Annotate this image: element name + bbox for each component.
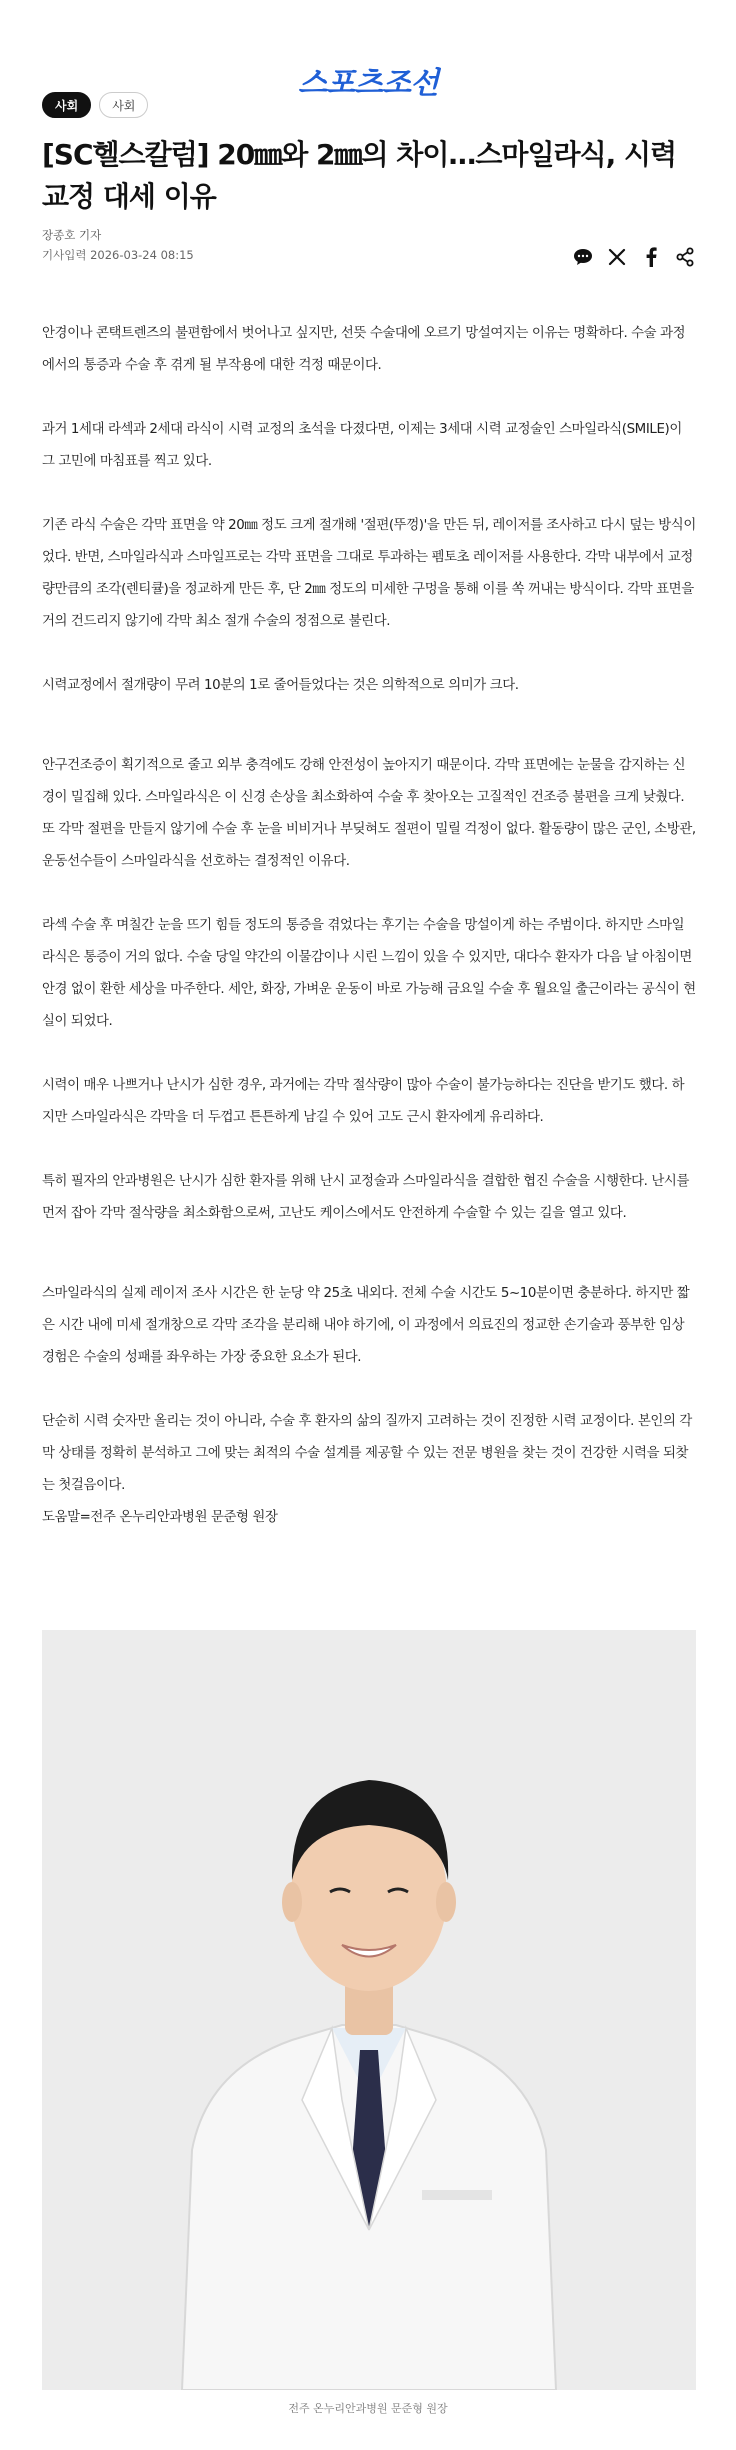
article-paragraph: 과거 1세대 라섹과 2세대 라식이 시력 교정의 초석을 다졌다면, 이제는 3세대 시력 교정술인 스마일라식(SMILE)이 그 고민에 마침표를 찍고 있다. bbox=[42, 422, 682, 469]
comment-icon[interactable] bbox=[572, 246, 594, 268]
section-tag[interactable]: 사회 bbox=[99, 92, 148, 118]
article-meta bbox=[42, 225, 194, 265]
article-paragraph: 특히 필자의 안과병원은 난시가 심한 환자를 위해 난시 교정술과 스마일라식을 결합한 협진 수술을 시행한다. 난시를 먼저 잡아 각막 절삭량을 최소화함으로써, 고난도 케이스에서도 안전하게 수술할 수 있는 길을 열고 있다. bbox=[42, 1174, 690, 1221]
article-paragraph: 안경이나 콘택트렌즈의 불편함에서 벗어나고 싶지만, 선뜻 수술대에 오르기 망설여지는 이유는 명확하다. 수술 과정에서의 통증과 수술 후 겪게 될 부작용에 대한 걱정 때문이다. bbox=[42, 326, 686, 373]
share-icon[interactable] bbox=[674, 246, 696, 268]
photo-caption: 전주 온누리안과병원 문준형 원장 bbox=[288, 2402, 448, 2415]
site-header bbox=[42, 0, 694, 113]
reporter-name[interactable]: 장종호 기자 bbox=[42, 228, 102, 242]
article-paragraph: 안구건조증이 획기적으로 줄고 외부 충격에도 강해 안전성이 높아지기 때문이다. 각막 표면에는 눈물을 감지하는 신경이 밀집해 있다. 스마일라식은 이 신경 손상을 최소화하여 수술 후 찾아오는 고질적인 건조증 불편을 크게 낮췄다. 또 각막 절편을 만들지 않기에 수술 후 눈을 비비거나 부딪혀도 절편이 밀릴 걱정이 없다. 활동량이 많은 군인, 소방관, 운동선수들이 스마일라식을 선호하는 결정적인 이유다. bbox=[42, 758, 696, 869]
article-photo bbox=[42, 1630, 696, 2390]
article-credit: 도움말=전주 온누리안과병원 문준형 원장 bbox=[42, 1510, 278, 1525]
section-tag-active[interactable]: 사회 bbox=[42, 92, 91, 118]
article-paragraph: 스마일라식의 실제 레이저 조사 시간은 한 눈당 약 25초 내외다. 전체 수술 시간도 5~10분이면 충분하다. 하지만 짧은 시간 내에 미세 절개창으로 각막 조각을 분리해 내야 하기에, 이 과정에서 의료진의 정교한 손기술과 풍부한 임상 경험은 수술의 성패를 좌우하는 가장 중요한 요소가 된다. bbox=[42, 1286, 690, 1365]
article-body bbox=[42, 318, 696, 1534]
publish-date: 기사입력 2026-03-24 08:15 bbox=[42, 248, 194, 262]
article-paragraph: 라섹 수술 후 며칠간 눈을 뜨기 힘들 정도의 통증을 겪었다는 후기는 수술을 망설이게 하는 주범이다. 하지만 스마일라식은 통증이 거의 없다. 수술 당일 약간의 이물감이나 시린 느낌이 있을 수 있지만, 대다수 환자가 다음 날 아침이면 안경 없이 환한 세상을 마주한다. 세안, 화장, 가벼운 운동이 바로 가능해 금요일 수술 후 월요일 출근이라는 공식이 현실이 되었다. bbox=[42, 918, 696, 1029]
article-paragraph: 단순히 시력 숫자만 올리는 것이 아니라, 수술 후 환자의 삶의 질까지 고려하는 것이 진정한 시력 교정이다. 본인의 각막 상태를 정확히 분석하고 그에 맞는 최적의 수술 설계를 제공할 수 있는 전문 병원을 찾는 것이 건강한 시력을 되찾는 첫걸음이다. bbox=[42, 1414, 692, 1493]
site-logo[interactable]: 스포츠조선 bbox=[298, 66, 438, 101]
doctor-portrait bbox=[42, 1630, 696, 2390]
section-tags bbox=[42, 92, 148, 118]
article-paragraph: 시력이 매우 나쁘거나 난시가 심한 경우, 과거에는 각막 절삭량이 많아 수술이 불가능하다는 진단을 받기도 했다. 하지만 스마일라식은 각막을 더 두껍고 튼튼하게 남길 수 있어 고도 근시 환자에게 유리하다. bbox=[42, 1078, 685, 1125]
article-paragraph: 시력교정에서 절개량이 무려 10분의 1로 줄어들었다는 것은 의학적으로 의미가 크다. bbox=[42, 678, 519, 693]
share-toolbar bbox=[572, 246, 696, 268]
x-icon[interactable] bbox=[606, 246, 628, 268]
facebook-icon[interactable] bbox=[640, 246, 662, 268]
article-paragraph: 기존 라식 수술은 각막 표면을 약 20㎜ 정도 크게 절개해 '절편(뚜껑)'을 만든 뒤, 레이저를 조사하고 다시 덮는 방식이었다. 반면, 스마일라식과 스마일프로는 각막 표면을 그대로 투과하는 펨토초 레이저를 사용한다. 각막 내부에서 교정량만큼의 조각(렌티큘)을 정교하게 만든 후, 단 2㎜ 정도의 미세한 구멍을 통해 이를 쏙 꺼내는 방식이다. 각막 표면을 거의 건드리지 않기에 각막 최소 절개 수술의 정점으로 불린다. bbox=[42, 518, 696, 629]
article-headline: [SC헬스칼럼] 20㎜와 2㎜의 차이…스마일라식, 시력 교정 대세 이유 bbox=[42, 138, 677, 213]
